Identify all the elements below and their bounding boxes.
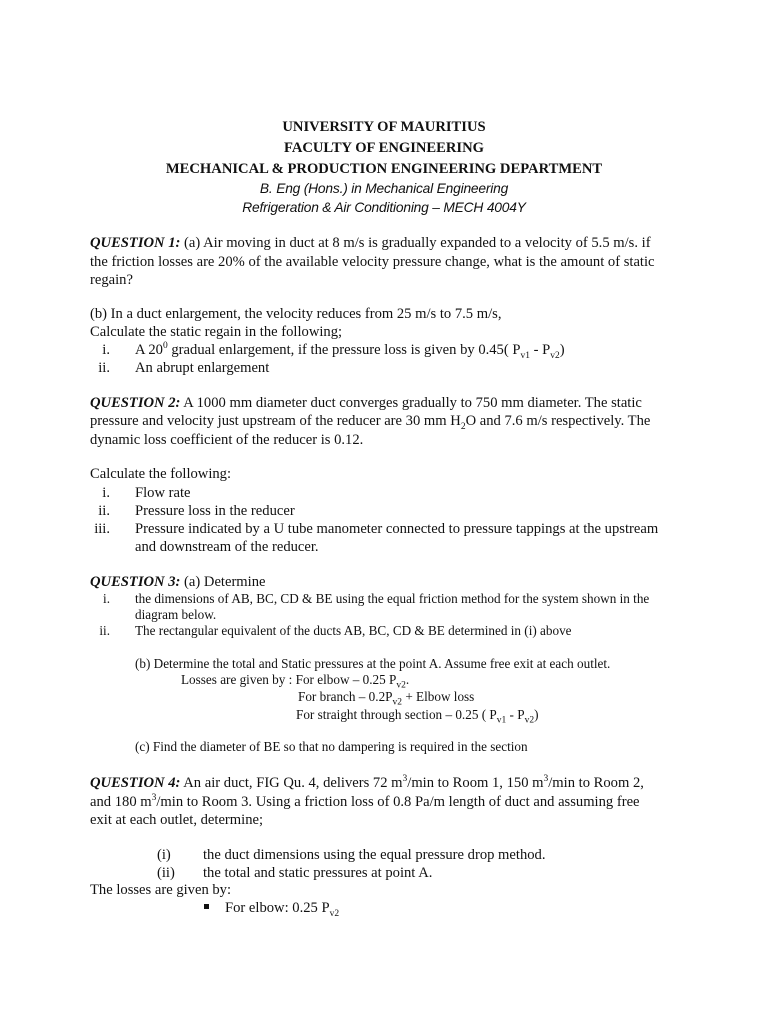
department-title: MECHANICAL & PRODUCTION ENGINEERING DEPARTMENT: [165, 161, 603, 177]
q2-item3: Pressure indicated by a U tube manometer connected to pressure tappings at the upstream: [135, 521, 659, 537]
q4-line2: and 180 $m^3/\min$ to Room 3. Using a friction loss of 0.8 Pa/m length of duct and assuming free: [90, 793, 640, 810]
faculty-title: FACULTY OF ENGINEERING: [283, 140, 484, 156]
q3-item1: the dimensions of AB, BC, CD & BE using the equal friction method for the system shown in the: [135, 591, 650, 606]
q2-item3-number: iii.: [94, 521, 110, 537]
q3-item2: The rectangular equivalent of the ducts AB, BC, CD & BE determined in (i) above: [135, 623, 572, 638]
q2-item2: Pressure loss in the reducer: [135, 503, 295, 519]
q3-item1-number: i.: [103, 591, 110, 606]
q1-line1: QUESTION 1: (a) Air moving in duct at 8 m/s is gradually expanded to a velocity of 5.5 m/s. if: [90, 235, 651, 251]
q3-c: (c) Find the diameter of BE so that no dampering is required in the section: [135, 739, 528, 754]
q3-b: (b) Determine the total and Static pressures at the point A. Assume free exit at each outlet.: [135, 656, 611, 671]
module-title: Refrigeration & Air Conditioning – MECH 4004Y: [242, 200, 526, 215]
q3-loss-elbow: Losses are given by : For elbow – 0.25 $P_{v2}$.: [181, 672, 410, 691]
q1-item1-number: i.: [102, 342, 110, 358]
degree-title: B. Eng (Hons.) in Mechanical Engineering: [259, 181, 509, 196]
q1-label: QUESTION 1:: [90, 235, 181, 251]
q2-line1: QUESTION 2: A 1000 mm diameter duct converges gradually to 750 mm diameter. The static: [90, 395, 642, 411]
q3-loss-straight: For straight through section – 0.25 ( $P_{v1} - P_{v2}$): [296, 707, 539, 726]
q2-item2-number: ii.: [98, 503, 110, 519]
q3-item1-cont: diagram below.: [135, 607, 217, 622]
q2-item1: Flow rate: [135, 485, 191, 501]
q2-label: QUESTION 2:: [90, 395, 181, 411]
q2-line3: dynamic loss coefficient of the reducer is 0.12.: [90, 432, 364, 448]
q1-line3: regain?: [90, 272, 133, 288]
q4-item2: the total and static pressures at point A.: [203, 865, 433, 881]
q3-label: QUESTION 3:: [90, 574, 181, 590]
university-title: UNIVERSITY OF MAURITIUS: [282, 119, 486, 135]
q1-line2: the friction losses are 20% of the available velocity pressure change, what is the amount of static: [90, 254, 655, 270]
q4-item1-number: (i): [157, 847, 171, 863]
q4-losses-heading: The losses are given by:: [90, 882, 232, 898]
q3-item2-number: ii.: [99, 623, 110, 638]
q4-line1: QUESTION 4: An air duct, FIG Qu. 4, delivers 72 $m^3/\min$ to Room 1, 150 $m^3/\min$ to Room 2,: [90, 774, 644, 791]
q1-b-line2: Calculate the static regain in the following;: [90, 324, 343, 340]
q1-item2-number: ii.: [98, 360, 110, 376]
q1-item1: A $20^0$ gradual enlargement, if the pressure loss is given by 0.45( $P_{v1} - P_{v2}$): [135, 341, 565, 361]
q4-item2-number: (ii): [157, 865, 175, 881]
q2-item1-number: i.: [102, 485, 110, 501]
q1-b-line1: (b) In a duct enlargement, the velocity reduces from 25 m/s to 7.5 m/s,: [90, 306, 502, 322]
q4-item1: the duct dimensions using the equal pressure drop method.: [203, 847, 546, 863]
q3-line1: QUESTION 3: (a) Determine: [90, 574, 266, 590]
q2-line2: pressure and velocity just upstream of the reducer are 30 mm $H_2O$ and 7.6 m/s respectively. The: [90, 413, 651, 432]
q2-item3-cont: and downstream of the reducer.: [135, 539, 319, 555]
q2-calc: Calculate the following:: [90, 466, 232, 482]
q1-item2: An abrupt enlargement: [135, 360, 270, 376]
q3-loss-branch: For branch – $0.2P_{v2}$ + Elbow loss: [298, 689, 475, 708]
q4-bullet-elbow: For elbow: 0.25 $P_{v2}$: [204, 899, 339, 917]
bullet-icon: [204, 904, 209, 909]
q4-label: QUESTION 4:: [90, 775, 181, 791]
q4-line3: exit at each outlet, determine;: [90, 812, 264, 828]
